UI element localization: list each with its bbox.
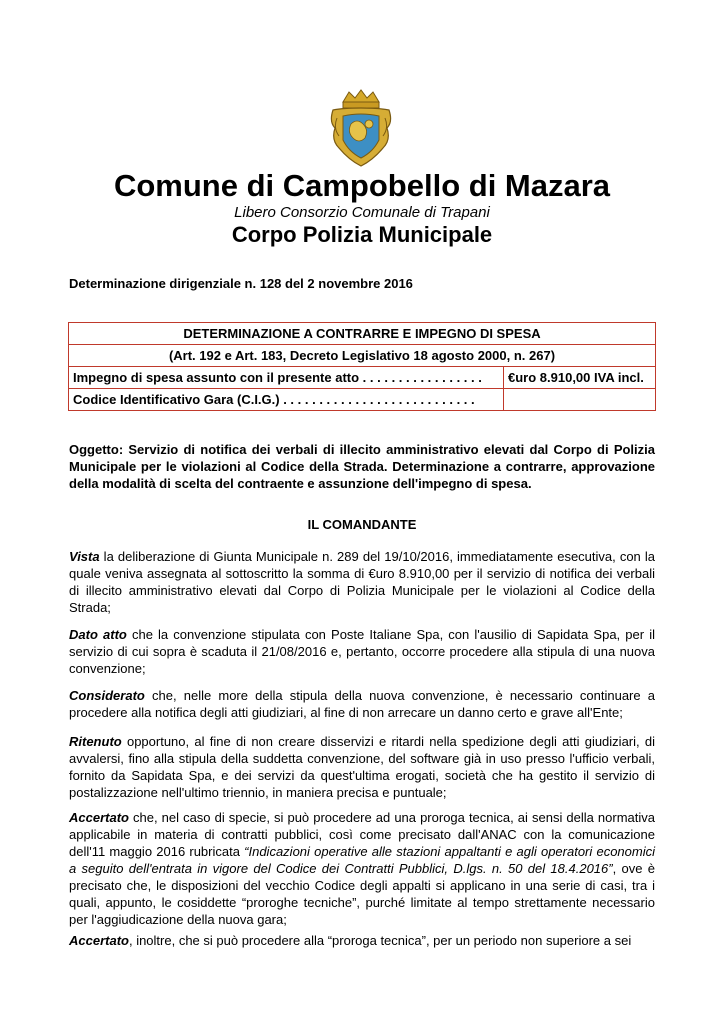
expense-label: Impegno di spesa assunto con il presente atto . . . . . . . . . . . . . . . . . [69,367,504,389]
paragraph-text: che la convenzione stipulata con Poste Italiane Spa, con l'ausilio di Sapidata Spa, per il servizio di cui sopra è scaduta il 21/08/2016 e, pertanto, occorre procedere alla stipula di una nuova convenzione; [69,627,655,676]
paragraph-text: , inoltre, che si può procedere alla “proroga tecnica”, per un periodo non superiore a sei [128,933,632,948]
paragraph-lead: Dato atto [69,627,127,642]
paragraph-considerato [69,687,655,721]
subject-paragraph: Oggetto: Servizio di notifica dei verbali di illecito amministrativo elevati dal Corpo di Polizia Municipale per le violazioni al Codice della Strada. Determinazione a contrarre, approvazione della modalità di scelta del contraente e assunzione dell'impegno di spesa. [69,442,655,491]
paragraph-lead: Accertato [69,810,129,825]
page-title: Comune di Campobello di Mazara [113,168,611,203]
paragraph-dato-atto [69,626,655,677]
paragraph-text: opportuno, al fine di non creare disservizi e ritardi nella spedizione degli atti giudiziari, di avvalersi, fino alla stipula della suddetta convenzione, del software già in uso presso l'ufficio verbali, fornito da Sapidata Spa, e dei servizi da quest'ultima erogati, società che ha gestito il servizio di postalizzazione nell'ultimo triennio, in maniera precisa e puntuale; [69,734,655,800]
box-row-expense [69,367,656,389]
expense-value: €uro 8.910,00 IVA incl. [504,367,656,389]
paragraph-text: la deliberazione di Giunta Municipale n. 289 del 19/10/2016, immediatamente esecutiva, con la quale veniva assegnata al sottoscritto la somma di €uro 8.910,00 per il servizio di notifica dei verbali di illecito amministrativo elevati dal Corpo di Polizia Municipale per le violazioni al Codice della Strada; [69,549,655,615]
determination-number: Determinazione dirigenziale n. 128 del 2 novembre 2016 [69,276,413,291]
cig-value [504,389,656,411]
paragraph-text: che, nelle more della stipula della nuova convenzione, è necessario continuare a procedere alla notifica degli atti giudiziari, al fine di non arrecare un danno certo e grave all'Ente; [69,688,655,720]
paragraph-lead: Considerato [69,688,145,703]
paragraph-text-tail: , ove è precisato che, le disposizioni del vecchio Codice degli appalti si applicano in una serie di casi, tra i quali, appunto, le cosiddette “proroghe tecniche”, purché limitate al tempo strettamente necessario per l'aggiudicazione della nuova gara; [69,861,656,927]
paragraph-lead: Ritenuto [69,734,122,749]
box-reference-row [69,345,656,367]
paragraph-quote: “Indicazioni operative alle stazioni appaltanti e agli operatori economici a seguito dell'entrata in vigore del Codice dei Contratti Pubblici, D.lgs. n. 50 del 18.4.2016” [69,844,655,876]
box-reference: (Art. 192 e Art. 183, Decreto Legislativo 18 agosto 2000, n. 267) [69,345,656,367]
box-heading: DETERMINAZIONE A CONTRARRE E IMPEGNO DI SPESA [69,323,656,345]
cig-label: Codice Identificativo Gara (C.I.G.) . . . . . . . . . . . . . . . . . . . . . . . . . . . [69,389,504,411]
paragraph-text: che, nel caso di specie, si può procedere ad una proroga tecnica, ai sensi della normativa applicabile in materia di contratti pubblici, così come precisato dall'ANAC con la comunicazione dell'11 maggio 2016 rubricata [69,810,655,859]
department-name: Corpo Polizia Municipale [231,222,493,247]
municipal-crest-icon [329,88,393,168]
paragraph-accertato-1 [69,809,655,928]
paragraph-accertato-2 [69,932,655,949]
paragraph-lead: Accertato [69,933,129,948]
paragraph-lead: Vista [69,549,100,564]
paragraph-ritenuto [69,733,655,801]
paragraph-vista [69,548,655,616]
page-subtitle: Libero Consorzio Comunale di Trapani [234,204,490,221]
box-row-cig [69,389,656,411]
determination-box [68,322,656,411]
section-heading: IL COMANDANTE [307,517,417,532]
box-heading-row [69,323,656,345]
